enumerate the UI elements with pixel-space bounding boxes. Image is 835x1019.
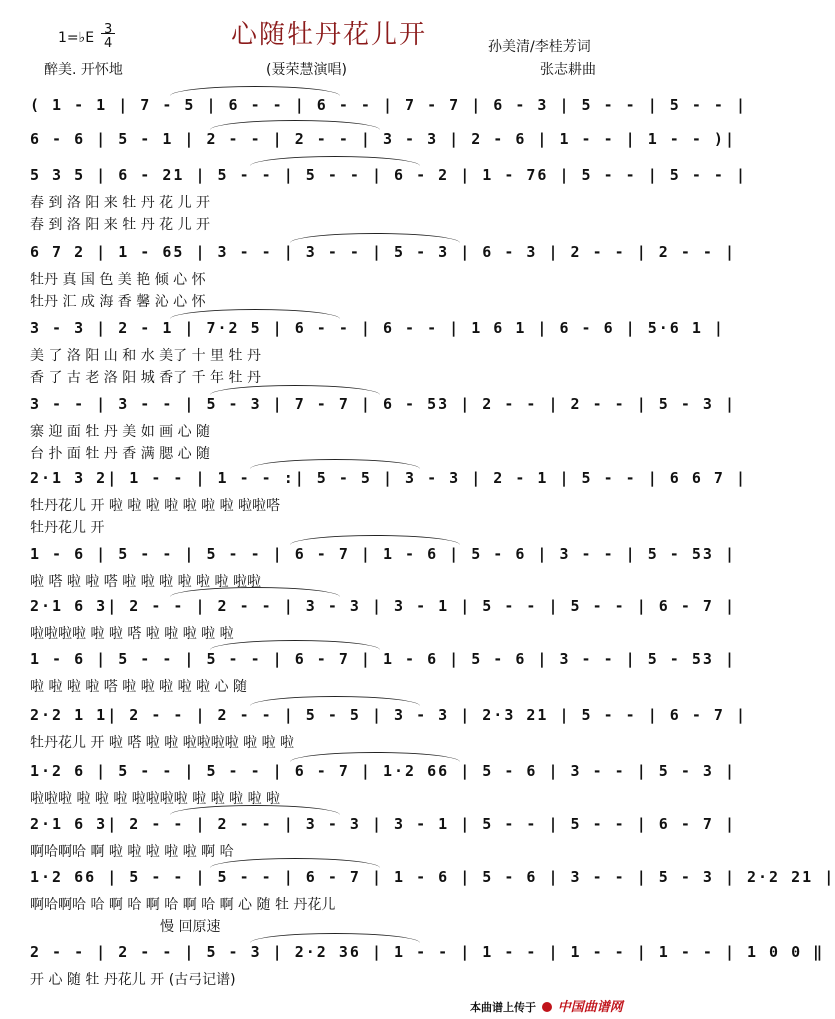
lyric-line: 牡丹 汇 成 海 香 馨 沁 心 怀 [30,294,206,310]
lyric-line: 香 了 古 老 洛 阳 城 香了 千 年 牡 丹 [30,370,261,386]
lyric-line: 寨 迎 面 牡 丹 美 如 画 心 随 [30,424,211,440]
lyric-line: 啊哈啊哈 哈 啊 哈 啊 哈 啊 哈 啊 心 随 牡 丹花儿 [30,897,336,913]
notation-row: 2·1 6 3| 2 - - | 2 - - | 3 - 3 | 3 - 1 | 5 - - | 5 - - | 6 - 7 | [30,815,736,833]
notation-row: 3 - 3 | 2 - 1 | 7·2 5 | 6 - - | 6 - - | 1 6 1 | 6 - 6 | 5·6 1 | [30,319,725,337]
notation-row: 1 - 6 | 5 - - | 5 - - | 6 - 7 | 1 - 6 | 5 - 6 | 3 - - | 5 - 53 | [30,545,736,563]
key-signature: 1=♭E [58,30,95,46]
time-signature-numerator: 3 [104,22,113,37]
lyric-line: 牡丹 真 国 色 美 艳 倾 心 怀 [30,272,206,288]
notation-row: 1 - 6 | 5 - - | 5 - - | 6 - 7 | 1 - 6 | 5 - 6 | 3 - - | 5 - 53 | [30,650,736,668]
notation-row: 1·2 6 | 5 - - | 5 - - | 6 - 7 | 1·2 66 | 5 - 6 | 3 - - | 5 - 3 | [30,762,736,780]
lyric-line: 台 扑 面 牡 丹 香 满 腮 心 随 [30,446,211,462]
notation-row: 2·1 3 2| 1 - - | 1 - - :| 5 - 5 | 3 - 3 | 2 - 1 | 5 - - | 6 6 7 | [30,469,747,487]
lyric-line: 啦啦啦啦 啦 啦 嗒 啦 啦 啦 啦 啦 [30,626,234,642]
performer: (聂荣慧演唱) [266,62,347,78]
lyric-line: 啦啦啦 啦 啦 啦 啦啦啦啦 啦 啦 啦 啦 啦 [30,791,281,807]
lyric-line: 开 心 随 牡 丹花儿 开 (古弓记谱) [30,972,236,988]
song-title: 心随牡丹花儿开 [230,20,427,50]
slur-mark [290,752,460,762]
time-signature-denominator: 4 [104,36,113,51]
notation-row: 2·1 6 3| 2 - - | 2 - - | 3 - 3 | 3 - 1 | 5 - - | 5 - - | 6 - 7 | [30,597,736,615]
notation-row: 6 - 6 | 5 - 1 | 2 - - | 2 - - | 3 - 3 | 2 - 6 | 1 - - | 1 - - )| [30,130,736,148]
lyric-line: 春 到 洛 阳 来 牡 丹 花 儿 开 [30,195,211,211]
footer [470,996,623,1015]
slur-mark [250,696,420,706]
lyric-line: 牡丹花儿 开 [30,520,105,536]
lyric-line: 啊哈啊哈 啊 啦 啦 啦 啦 啦 啊 哈 [30,844,234,860]
slur-mark [290,233,460,243]
notation-row: 1·2 66 | 5 - - | 5 - - | 6 - 7 | 1 - 6 | 5 - 6 | 3 - - | 5 - 3 | 2·2 21 | [30,868,835,886]
site-name: 中国曲谱网 [557,1000,623,1015]
notation-row: 2·2 1 1| 2 - - | 2 - - | 5 - 5 | 3 - 3 | 2·3 21 | 5 - - | 6 - 7 | [30,706,747,724]
slur-mark [250,156,420,166]
lyricist: 孙美清/李桂芳词 [488,39,591,55]
composer: 张志耕曲 [540,62,596,78]
lyric-line: 牡丹花儿 开 啦 啦 啦 啦 啦 啦 啦 啦啦嗒 [30,498,281,514]
tempo-change: 慢 回原速 [160,919,221,935]
lyric-line: 啦 嗒 啦 啦 嗒 啦 啦 啦 啦 啦 啦 啦啦 [30,574,261,590]
notation-row: 3 - - | 3 - - | 5 - 3 | 7 - 7 | 6 - 53 | 2 - - | 2 - - | 5 - 3 | [30,395,736,413]
site-logo-icon [542,1002,552,1012]
lyric-line: 啦 啦 啦 啦 嗒 啦 啦 啦 啦 啦 心 随 [30,679,247,695]
notation-row: 5 3 5 | 6 - 21 | 5 - - | 5 - - | 6 - 2 | 1 - 76 | 5 - - | 5 - - | [30,166,747,184]
notation-row: 6 7 2 | 1 - 65 | 3 - - | 3 - - | 5 - 3 | 6 - 3 | 2 - - | 2 - - | [30,243,736,261]
notation-row: 2 - - | 2 - - | 5 - 3 | 2·2 36 | 1 - - | 1 - - | 1 - - | 1 - - | 1 0 0 ‖ [30,943,825,961]
lyric-line: 牡丹花儿 开 啦 嗒 啦 啦 啦啦啦啦 啦 啦 啦 [30,735,295,751]
lyric-line: 春 到 洛 阳 来 牡 丹 花 儿 开 [30,217,211,233]
lyric-line: 美 了 洛 阳 山 和 水 美了 十 里 牡 丹 [30,348,261,364]
tempo-marking: 醉美. 开怀地 [44,62,123,78]
slur-mark [170,86,340,96]
notation-row: ( 1 - 1 | 7 - 5 | 6 - - | 6 - - | 7 - 7 | 6 - 3 | 5 - - | 5 - - | [30,96,747,114]
upload-text: 本曲谱上传于 [470,1001,536,1014]
slur-mark [210,120,380,130]
